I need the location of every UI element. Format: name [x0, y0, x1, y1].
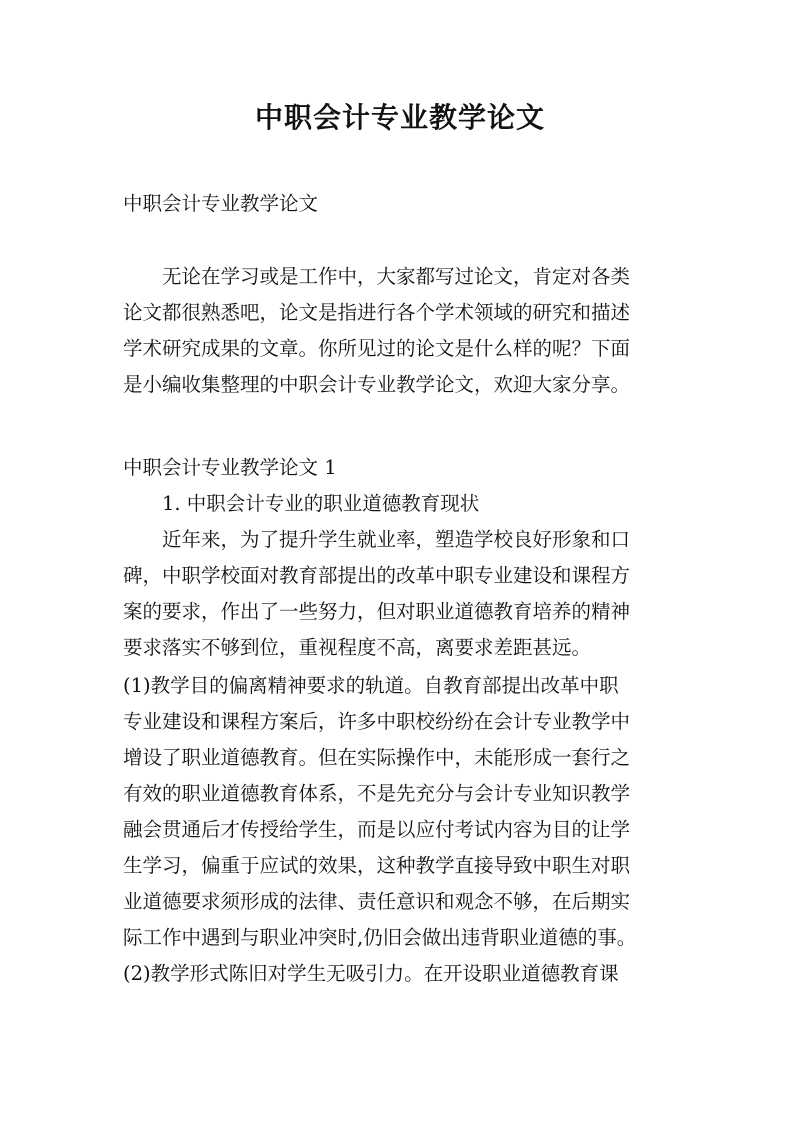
- para1-line-4: 要求落实不够到位，重视程度不高，离要求差距甚远。: [123, 636, 592, 659]
- subsection-title: 1. 中职会计专业的职业道德教育现状: [162, 492, 480, 515]
- para2-line-1: (1)教学目的偏离精神要求的轨道。自教育部提出改革中职: [123, 674, 619, 697]
- para2-line-8: 际工作中遇到与职业冲突时,仍旧会做出违背职业道德的事。: [123, 926, 637, 949]
- para1-line-3: 案的要求，作出了一些努力，但对职业道德教育培养的精神: [123, 600, 631, 623]
- document-subtitle: 中职会计专业教学论文: [123, 192, 319, 215]
- para2-line-4: 有效的职业道德教育体系，不是先充分与会计专业知识教学: [123, 782, 631, 805]
- intro-line-3: 学术研究成果的文章。你所见过的论文是什么样的呢？下面: [123, 337, 631, 360]
- para2-line-7: 业道德要求须形成的法律、责任意识和观念不够，在后期实: [123, 890, 631, 913]
- para3-line-1: (2)教学形式陈旧对学生无吸引力。在开设职业道德教育课: [123, 962, 619, 985]
- para1-line-1: 近年来，为了提升学生就业率，塑造学校良好形象和口: [162, 528, 631, 551]
- para1-line-2: 碑，中职学校面对教育部提出的改革中职专业建设和课程方: [123, 564, 631, 587]
- para2-line-3: 增设了职业道德教育。但在实际操作中，未能形成一套行之: [123, 746, 631, 769]
- para2-line-2: 专业建设和课程方案后，许多中职校纷纷在会计专业教学中: [123, 710, 631, 733]
- intro-line-4: 是小编收集整理的中职会计专业教学论文，欢迎大家分享。: [123, 373, 631, 396]
- para2-line-6: 生学习，偏重于应试的效果，这种教学直接导致中职生对职: [123, 854, 631, 877]
- para2-line-5: 融会贯通后才传授给学生，而是以应付考试内容为目的让学: [123, 818, 631, 841]
- intro-line-1: 无论在学习或是工作中，大家都写过论文，肯定对各类: [162, 265, 631, 288]
- section-title: 中职会计专业教学论文 1: [123, 456, 337, 479]
- document-title: 中职会计专业教学论文: [254, 101, 545, 134]
- intro-line-2: 论文都很熟悉吧，论文是指进行各个学术领域的研究和描述: [123, 301, 631, 324]
